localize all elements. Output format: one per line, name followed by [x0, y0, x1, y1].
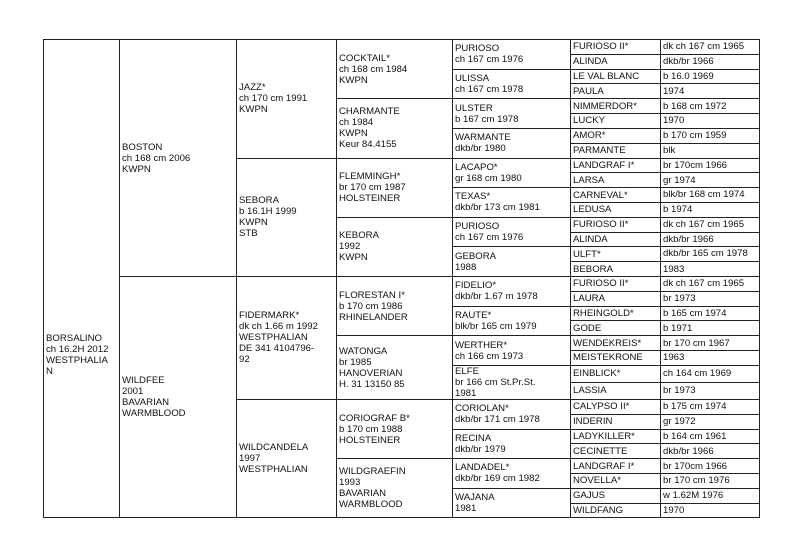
gen5-info-cell: blk [661, 143, 760, 158]
horse-detail: dk ch 1.66 m 1992 [239, 321, 318, 333]
horse-detail: dkb/br 1980 [455, 143, 506, 155]
gen5-name-cell: CARNEVAL* [571, 188, 661, 203]
horse-detail: b 167 cm 1978 [455, 113, 519, 125]
horse-name: JAZZ* [239, 82, 266, 94]
gen5-info-cell: b 1971 [661, 321, 760, 336]
gen5-name-cell: FURIOSO II* [571, 40, 661, 55]
horse-detail: STB [239, 228, 258, 240]
gen5-name-cell: FURIOSO II* [571, 277, 661, 292]
gen5-info-cell: dk ch 167 cm 1965 [661, 40, 760, 55]
gen5-name-cell: BEBORA [571, 262, 661, 277]
gen5-name-cell: LANDGRAF I* [571, 158, 661, 173]
gen5-name-cell: RHEINGOLD* [571, 306, 661, 321]
horse-detail: KWPN [122, 163, 151, 175]
horse-name: WILDGRAEFIN [339, 466, 406, 478]
horse-detail: H. 31 13150 85 [339, 378, 405, 390]
pedigree-cell-ancestor-gen4 [453, 217, 571, 247]
gen5-info-cell: gr 1972 [661, 414, 760, 429]
gen5-info-cell: 1970 [661, 503, 760, 518]
horse-detail: BAVARIAN [339, 488, 387, 500]
pedigree-cell-ancestor-gen4 [453, 459, 571, 489]
pedigree-cell-ancestor-gen4 [453, 188, 571, 218]
horse-name: GEBORA [455, 250, 497, 262]
horse-detail: ch 168 cm 1984 [339, 63, 408, 75]
horse-detail: 1993 [339, 477, 361, 489]
horse-detail: N [46, 366, 53, 378]
gen5-name-cell: LUCKY [571, 114, 661, 129]
horse-detail: KWPN [339, 252, 368, 264]
horse-name: WERTHER* [455, 339, 508, 351]
pedigree-cell-ancestor-gen4 [453, 336, 571, 366]
gen5-name-cell: CECINETTE [571, 444, 661, 459]
horse-name: RAUTE* [455, 309, 492, 321]
gen5-name-cell: ALINDA [571, 54, 661, 69]
horse-name: ELFE [455, 365, 479, 377]
horse-detail: KWPN [339, 74, 368, 86]
gen5-info-cell: b 16.0 1969 [661, 69, 760, 84]
gen5-name-cell: GAJUS [571, 488, 661, 503]
horse-detail: WESTPHALIAN [239, 464, 308, 476]
gen5-info-cell: b 165 cm 1974 [661, 306, 760, 321]
horse-detail: dkb/br 171 cm 1978 [455, 414, 540, 426]
gen5-name-cell: WILDFANG [571, 503, 661, 518]
gen5-info-cell: b 170 cm 1959 [661, 128, 760, 143]
pedigree-cell-sire-dam-gen1 [120, 277, 237, 518]
gen5-name-cell: CALYPSO II* [571, 399, 661, 414]
gen5-name-cell: FURIOSO II* [571, 217, 661, 232]
gen5-name-cell: LARSA [571, 173, 661, 188]
gen5-info-cell: ch 164 cm 1969 [661, 365, 760, 382]
gen5-info-cell: 1974 [661, 84, 760, 99]
horse-detail: HOLSTEINER [339, 193, 401, 205]
horse-detail: dkb/br 1979 [455, 443, 506, 455]
horse-name: WATONGA [339, 345, 388, 357]
pedigree-cell-ancestor-gen3 [337, 459, 453, 518]
horse-detail: b 170 cm 1988 [339, 423, 403, 435]
horse-detail: 1992 [339, 241, 361, 253]
pedigree-cell-ancestor-gen4 [453, 429, 571, 459]
pedigree-table [43, 39, 760, 518]
gen5-info-cell: 1963 [661, 351, 760, 366]
pedigree-cell-ancestor-gen4 [453, 69, 571, 99]
horse-detail: DE 341 4104796- [239, 343, 315, 355]
pedigree-cell-ancestor-gen4 [453, 306, 571, 336]
horse-detail: HOLSTEINER [339, 434, 401, 446]
horse-detail: 2001 [122, 386, 144, 398]
gen5-info-cell: dk ch 167 cm 1965 [661, 217, 760, 232]
gen5-info-cell: dkb/br 1966 [661, 232, 760, 247]
horse-name: FIDERMARK* [239, 310, 300, 322]
gen5-name-cell: LASSIA [571, 382, 661, 399]
gen5-info-cell: dkb/br 1966 [661, 444, 760, 459]
gen5-info-cell: dkb/br 1966 [661, 54, 760, 69]
gen5-name-cell: PARMANTE [571, 143, 661, 158]
pedigree-cell-ancestor-gen4 [453, 128, 571, 158]
horse-detail: 1981 [455, 503, 477, 515]
horse-detail: WESTPHALIA [46, 355, 108, 367]
gen5-info-cell: br 170 cm 1967 [661, 336, 760, 351]
horse-detail: br 1985 [339, 356, 372, 368]
horse-detail: 1997 [239, 453, 261, 465]
horse-detail: 1988 [455, 261, 477, 273]
horse-name: BORSALINO [46, 333, 102, 345]
gen5-name-cell: LEDUSA [571, 202, 661, 217]
horse-detail: BAVARIAN [122, 397, 170, 409]
gen5-name-cell: EINBLICK* [571, 365, 661, 382]
gen5-name-cell: ULFT* [571, 247, 661, 262]
gen5-info-cell: dkb/br 165 cm 1978 [661, 247, 760, 262]
pedigree-cell-ancestor-gen3 [337, 277, 453, 336]
pedigree-cell-ancestor-gen2 [237, 399, 337, 518]
horse-name: FLEMMINGH* [339, 171, 401, 183]
gen5-info-cell: b 1974 [661, 202, 760, 217]
pedigree-cell-ancestor-gen4 [453, 158, 571, 188]
horse-detail: KWPN [239, 217, 268, 229]
horse-name: RECINA [455, 432, 492, 444]
gen5-name-cell: PAULA [571, 84, 661, 99]
pedigree-cell-subject [44, 40, 120, 518]
gen5-name-cell: ALINDA [571, 232, 661, 247]
gen5-name-cell: LE VAL BLANC [571, 69, 661, 84]
gen5-info-cell: br 1973 [661, 291, 760, 306]
horse-detail: ch 167 cm 1976 [455, 54, 524, 66]
gen5-info-cell: br 170cm 1966 [661, 158, 760, 173]
horse-name: FLORESTAN I* [339, 289, 405, 301]
horse-name: ULISSA [455, 72, 490, 84]
pedigree-cell-ancestor-gen4 [453, 365, 571, 399]
horse-name: TEXAS* [455, 191, 491, 203]
gen5-info-cell: w 1.62M 1976 [661, 488, 760, 503]
gen5-info-cell: b 164 cm 1961 [661, 429, 760, 444]
gen5-name-cell: NIMMERDOR* [571, 99, 661, 114]
horse-detail: ch 168 cm 2006 [122, 152, 191, 164]
horse-detail: b 16.1H 1999 [239, 206, 297, 218]
horse-name: WARMANTE [455, 132, 511, 144]
gen5-name-cell: NOVELLA* [571, 473, 661, 488]
horse-name: PURIOSO [455, 43, 500, 55]
horse-detail: ch 167 cm 1976 [455, 232, 524, 244]
pedigree-row [44, 40, 760, 55]
horse-name: CHARMANTE [339, 106, 400, 118]
pedigree-cell-ancestor-gen3 [337, 40, 453, 99]
horse-name: SEBORA [239, 195, 279, 207]
horse-detail: Keur 84.4155 [339, 139, 397, 151]
pedigree-cell-sire-dam-gen1 [120, 40, 237, 277]
pedigree-cell-ancestor-gen3 [337, 99, 453, 158]
horse-name: WILDFEE [122, 375, 165, 387]
pedigree-cell-ancestor-gen4 [453, 277, 571, 307]
horse-detail: HANOVERIAN [339, 367, 403, 379]
horse-detail: 1981 [455, 387, 477, 399]
horse-detail: dkb/br 1.67 m 1978 [455, 291, 538, 303]
horse-name: CORIOGRAF B* [339, 412, 410, 424]
gen5-info-cell: 1970 [661, 114, 760, 129]
pedigree-cell-ancestor-gen2 [237, 158, 337, 277]
horse-detail: ch 16.2H 2012 [46, 344, 109, 356]
horse-detail: b 170 cm 1986 [339, 300, 403, 312]
gen5-name-cell: LADYKILLER* [571, 429, 661, 444]
gen5-info-cell: br 170 cm 1976 [661, 473, 760, 488]
gen5-name-cell: MEISTEKRONE [571, 351, 661, 366]
horse-detail: WARMBLOOD [122, 408, 186, 420]
pedigree-cell-ancestor-gen4 [453, 399, 571, 429]
gen5-info-cell: dk ch 167 cm 1965 [661, 277, 760, 292]
pedigree-cell-ancestor-gen3 [337, 158, 453, 217]
horse-detail: ch 167 cm 1978 [455, 83, 524, 95]
pedigree-cell-ancestor-gen3 [337, 399, 453, 458]
gen5-info-cell: b 175 cm 1974 [661, 399, 760, 414]
gen5-info-cell: br 1973 [661, 382, 760, 399]
pedigree-cell-ancestor-gen3 [337, 336, 453, 400]
horse-name: CORIOLAN* [455, 403, 509, 415]
pedigree-cell-ancestor-gen4 [453, 99, 571, 129]
pedigree-cell-ancestor-gen4 [453, 40, 571, 70]
gen5-info-cell: blk/br 168 cm 1974 [661, 188, 760, 203]
pedigree-row [44, 277, 760, 292]
horse-name: ULSTER [455, 102, 493, 114]
horse-detail: dkb/br 169 cm 1982 [455, 473, 540, 485]
pedigree-cell-ancestor-gen3 [337, 217, 453, 276]
gen5-name-cell: INDERIN [571, 414, 661, 429]
horse-detail: blk/br 165 cm 1979 [455, 320, 537, 332]
horse-name: WAJANA [455, 492, 495, 504]
horse-name: LACAPO* [455, 161, 498, 173]
horse-name: BOSTON [122, 141, 163, 153]
gen5-info-cell: b 168 cm 1972 [661, 99, 760, 114]
horse-detail: br 166 cm St.Pr.St. [455, 376, 536, 388]
horse-detail: br 170 cm 1987 [339, 182, 406, 194]
horse-detail: KWPN [339, 128, 368, 140]
horse-detail: gr 168 cm 1980 [455, 172, 522, 184]
gen5-name-cell: LANDGRAF I* [571, 459, 661, 474]
gen5-info-cell: gr 1974 [661, 173, 760, 188]
horse-detail: ch 166 cm 1973 [455, 350, 524, 362]
horse-detail: WESTPHALIAN [239, 332, 308, 344]
gen5-name-cell: LAURA [571, 291, 661, 306]
horse-detail: RHINELANDER [339, 311, 408, 323]
horse-name: LANDADEL* [455, 462, 510, 474]
gen5-name-cell: WENDEKREIS* [571, 336, 661, 351]
gen5-info-cell: br 170cm 1966 [661, 459, 760, 474]
gen5-name-cell: GODE [571, 321, 661, 336]
horse-name: KEBORA [339, 230, 379, 242]
horse-name: COCKTAIL* [339, 52, 390, 64]
horse-name: PURIOSO [455, 221, 500, 233]
horse-detail: KWPN [239, 104, 268, 116]
pedigree-cell-ancestor-gen4 [453, 488, 571, 518]
horse-detail: WARMBLOOD [339, 499, 403, 511]
pedigree-cell-ancestor-gen2 [237, 40, 337, 159]
gen5-info-cell: 1983 [661, 262, 760, 277]
horse-detail: ch 170 cm 1991 [239, 93, 308, 105]
horse-detail: dkb/br 173 cm 1981 [455, 202, 540, 214]
pedigree-cell-ancestor-gen2 [237, 277, 337, 400]
horse-name: FIDELIO* [455, 280, 497, 292]
gen5-name-cell: AMOR* [571, 128, 661, 143]
horse-detail: ch 1984 [339, 117, 374, 129]
pedigree-cell-ancestor-gen4 [453, 247, 571, 277]
horse-detail: 92 [239, 354, 250, 366]
horse-name: WILDCANDELA [239, 442, 309, 454]
